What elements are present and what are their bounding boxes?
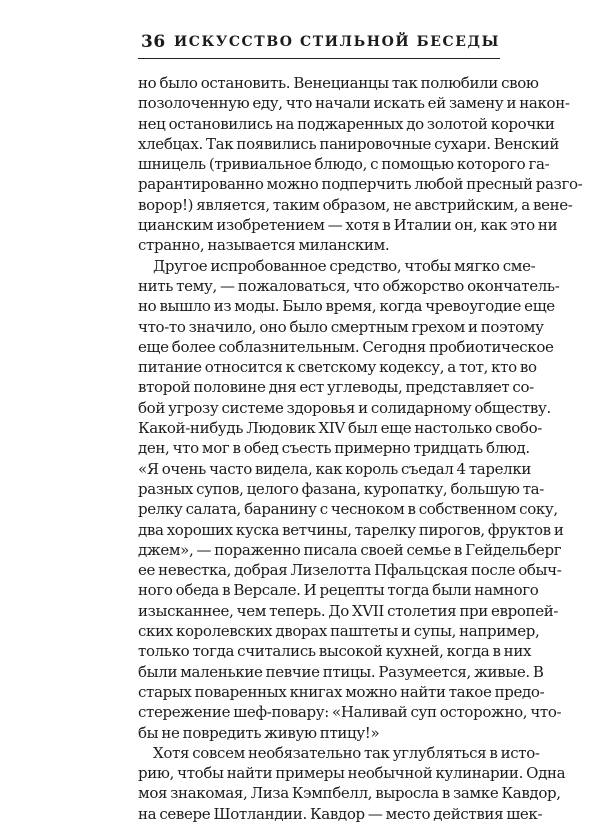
paragraph — [138, 73, 583, 256]
text-line: Хотя совсем необязательно так углубляться в исто- — [153, 743, 540, 762]
text-line: но вышло из моды. Было время, когда чревоугодие еще — [138, 297, 555, 316]
text-line: старых поваренных книгах можно найти такое предо- — [138, 682, 545, 701]
text-line: изысканнее, чем теперь. До XVII столетия при европей- — [138, 601, 559, 620]
text-line: моя знакомая, Лиза Кэмпбелл, выросла в замке Кавдор, — [138, 784, 561, 803]
page-header — [138, 28, 500, 59]
text-line: бой угрозу системе здоровья и солидарному обществу. — [138, 398, 551, 417]
text-line: только тогда считались высокой кухней, когда в них — [138, 642, 532, 661]
text-line: питание относится к светскому кодексу, а тот, кто во — [138, 358, 537, 377]
text-line: ее невестка, добрая Лизелотта Пфальцская после обыч- — [138, 561, 562, 580]
text-line: хлебцах. Так появились панировочные сухари. Венский — [138, 134, 559, 153]
text-line: бы не повредить живую птицу!» — [138, 723, 380, 742]
text-line: Другое испробованное средство, чтобы мягко сме- — [153, 256, 536, 275]
text-line: странно, называется миланским. — [138, 236, 390, 255]
text-line: ских королевских дворах паштеты и супы, например, — [138, 622, 540, 641]
text-line: релку салата, баранину с чесноком в собственном соку, — [138, 500, 558, 519]
text-line: еще более соблазнительным. Сегодня пробиотическое — [138, 337, 554, 356]
paragraph — [138, 256, 564, 743]
text-line: рарантированно можно подперчить любой пресный разго- — [138, 175, 583, 194]
paragraph — [138, 743, 566, 824]
text-line: ного обеда в Версале. И рецепты тогда были намного — [138, 581, 539, 600]
text-line: джем», — пораженно писала своей семье в Гейдельберг — [138, 540, 562, 559]
body-text — [138, 73, 583, 824]
text-line: стережение шеф-повару: «Наливай суп осторожно, что- — [138, 703, 562, 722]
text-line: цианским изобретением — хотя в Италии он, как это ни — [138, 216, 558, 235]
text-line: на севере Шотландии. Кавдор — место действия шек- — [138, 804, 543, 823]
text-line: но было остановить. Венецианцы так полюбили свою — [138, 74, 539, 92]
text-line: два хороших куска ветчины, тарелку пирогов, фруктов и — [138, 520, 564, 539]
text-line: были маленькие певчие птицы. Разумеется, живые. В — [138, 662, 544, 681]
text-line: «Я очень часто видела, как король съедал 4 тарелки — [138, 459, 532, 478]
text-line: разных супов, целого фазана, куропатку, большую та- — [138, 479, 544, 498]
text-line: Какой-нибудь Людовик XIV был еще настолько свобо- — [138, 419, 543, 438]
page-number: 36 — [141, 32, 166, 52]
text-line: нец остановились на поджаренных до золотой корочки — [138, 114, 555, 133]
text-line: шницель (тривиальное блюдо, с помощью которого га- — [138, 155, 550, 174]
text-line: ден, что мог в обед съесть примерно тридцать блюд. — [138, 439, 530, 458]
text-line: ворор!) является, таким образом, не австрийским, а вене- — [138, 195, 573, 214]
text-line: нить тему, — пожаловаться, что обжорство окончатель- — [138, 276, 560, 295]
text-line: что-то значило, оно было смертным грехом и поэтому — [138, 317, 544, 336]
text-line: рию, чтобы найти примеры необычной кулинарии. Одна — [138, 764, 566, 783]
running-head: ИСКУССТВО СТИЛЬНОЙ БЕСЕДЫ — [173, 34, 500, 50]
text-line: второй половине дня ест углеводы, представляет со- — [138, 378, 534, 397]
text-line: позолоченную еду, что начали искать ей замену и након- — [138, 94, 570, 113]
